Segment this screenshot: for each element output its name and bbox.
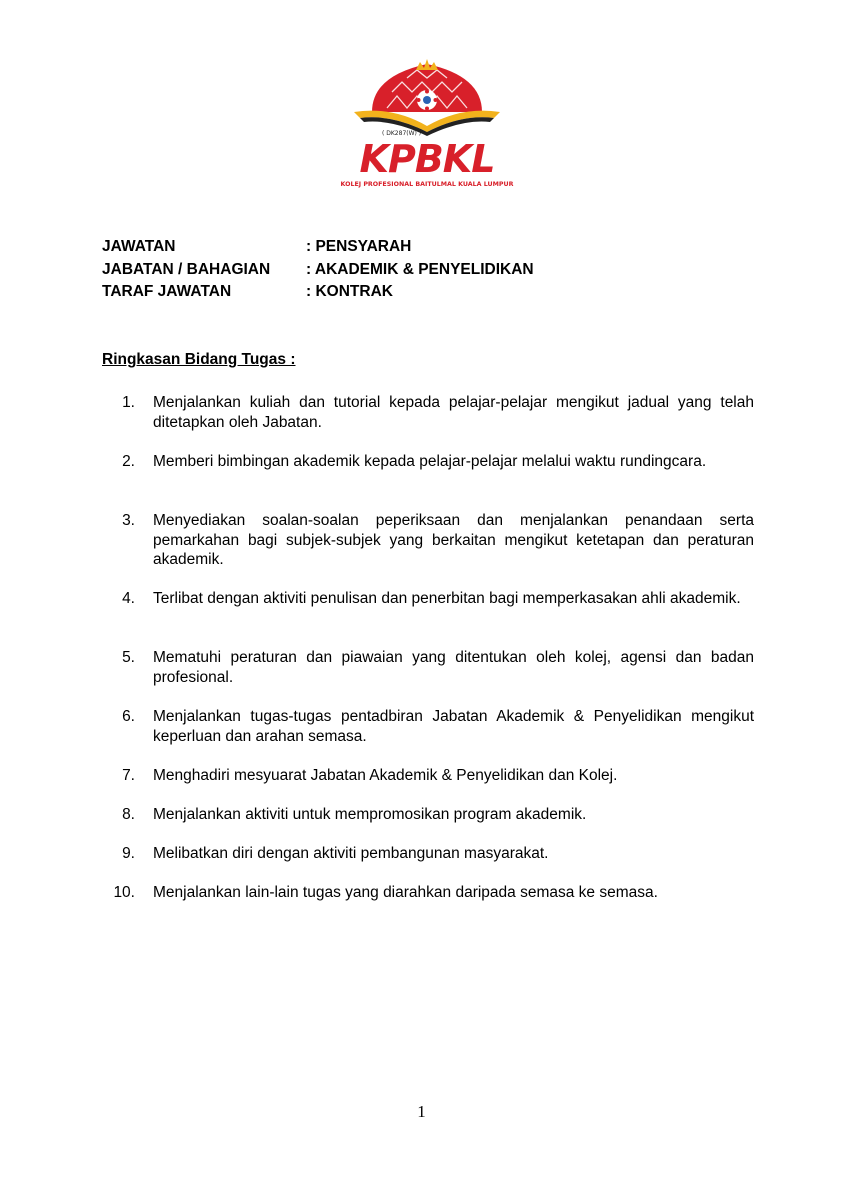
item-number: 9. [122,845,135,862]
logo-tagline: KOLEJ PROFESIONAL BAITULMAL KUALA LUMPUR [340,181,514,188]
info-value: : KONTRAK [306,283,393,300]
logo-registration: ( DK287(W) ) [382,130,422,137]
kpbkl-logo [312,56,542,192]
item-number: 7. [122,767,135,784]
item-text: Mematuhi peraturan dan piawaian yang ditentukan oleh kolej, agensi dan badan profesional. [153,649,754,686]
logo-wordmark: KPBKL [359,137,495,181]
item-text: Menjalankan lain-lain tugas yang diarahkan daripada semasa ke semasa. [153,884,658,901]
page-number: 1 [417,1102,426,1121]
item-number: 8. [122,806,135,823]
item-text: Menyediakan soalan-soalan peperiksaan dan menjalankan penandaan serta pemarkahan bagi subjek-subjek yang berkaitan mengikut ketetapan dan peraturan akademik. [153,512,754,569]
item-number: 2. [122,453,135,470]
item-text: Terlibat dengan aktiviti penulisan dan penerbitan bagi memperkasakan ahli akademik. [153,590,741,607]
logo-graphic [312,56,542,192]
item-text: Melibatkan diri dengan aktiviti pembangunan masyarakat. [153,845,549,862]
item-number: 4. [122,590,135,607]
info-label: JABATAN / BAHAGIAN [102,260,271,278]
item-number: 1. [122,394,135,411]
item-text: Menjalankan aktiviti untuk mempromosikan program akademik. [153,806,587,823]
info-label: TARAF JAWATAN [102,283,232,300]
item-number: 3. [122,512,135,529]
section-title: Ringkasan Bidang Tugas : [102,351,296,368]
item-number: 10. [113,884,135,901]
item-text: Menghadiri mesyuarat Jabatan Akademik & Penyelidikan dan Kolej. [153,767,618,784]
info-value: : AKADEMIK & PENYELIDIKAN [306,260,534,278]
item-number: 6. [122,708,135,725]
info-label: JAWATAN [102,238,176,255]
info-value: : PENSYARAH [306,238,412,255]
item-number: 5. [122,649,135,666]
item-text: Menjalankan tugas-tugas pentadbiran Jabatan Akademik & Penyelidikan mengikut keperluan dan arahan semasa. [153,708,754,745]
item-text: Memberi bimbingan akademik kepada pelajar-pelajar melalui waktu rundingcara. [153,453,707,470]
item-text: Menjalankan kuliah dan tutorial kepada pelajar-pelajar mengikut jadual yang telah ditetapkan oleh Jabatan. [153,394,754,431]
